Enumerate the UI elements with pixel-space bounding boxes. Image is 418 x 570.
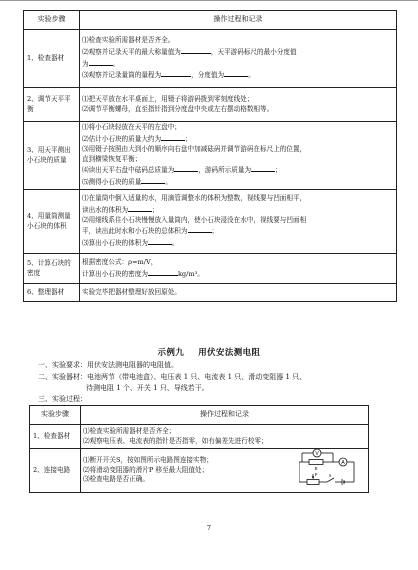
step-label: 5、计算石块的密度	[24, 254, 80, 284]
fill-blank[interactable]	[141, 176, 165, 184]
step-label: 4、用量筒测量小石块的体积	[24, 190, 80, 254]
step-label: 1、检查器材	[30, 425, 81, 449]
step-ops: ⑴检查实验所需器材是否齐全； ⑵观察电压表、电流表的指针是否指零，如有偏差先进行校零；	[81, 425, 369, 449]
step-ops: 根据密度公式：ρ=m/V， 计算出小石块的密度为 kg/m³。	[80, 254, 397, 284]
ammeter-label: A	[341, 460, 345, 466]
table-row	[24, 30, 397, 88]
fill-blank[interactable]	[188, 225, 212, 233]
step-ops: ⑴把天平放在水平桌面上，用镊子将游码拨到零刻度线处； ⑵调节平衡螺母，直至指针指到分度盘中央或左右摆动格数相等。	[80, 88, 397, 122]
step-label: 2、调节天平平衡	[24, 88, 80, 122]
fill-blank[interactable]	[128, 204, 152, 212]
step-ops: ⑴检查实验所需器材是否齐全。 ⑵观察并记录天平的最大称量值为 ，天平游码标尺的最小分度值 为 。 ⑶观察并记录量筒的量程为 ，分度值为 。	[80, 30, 397, 88]
table-row	[24, 284, 397, 302]
intro-equipment-cont: 待测电阻 1 个、开关 1 只、导线若干。	[86, 384, 209, 392]
table-header-row	[24, 11, 397, 30]
circuit-diagram	[299, 448, 357, 486]
intro-requirement: 一、实验要求：用伏安法测电阻器的电阻值。	[38, 361, 178, 369]
circuit-svg	[299, 448, 357, 486]
slider-label: P	[314, 472, 318, 477]
fill-blank[interactable]	[251, 164, 275, 172]
resistor-icon	[309, 460, 323, 465]
section-title: 示例九 用伏安法测电阻	[157, 347, 261, 357]
header-ops: 操作过程和记录	[81, 406, 369, 425]
step-ops: ⑴在量筒中倒入适量的水，用滴管调整水的体积为整数，视线要与凹面相平， 读出水的体积为 ； ⑵用细线系住小石块慢慢放入量筒内，使小石块浸没在水中，视线要与凹面相 平，读出此时水和小石块的总体积为 ； ⑶算出小石块的体积为 。	[80, 190, 397, 254]
page-number: 7	[206, 524, 212, 532]
intro-equipment: 二、实验器材：电池两节（带电池盒）、电压表 1 只、电流表 1 只、滑动变阻器 1 只、	[38, 373, 307, 381]
step-label: 3、用天平测出小石块的质量	[24, 122, 80, 190]
step-label: 1、检查器材	[24, 30, 80, 88]
voltmeter-label: V	[315, 451, 319, 457]
fill-blank[interactable]	[148, 268, 178, 276]
table-row	[24, 254, 397, 284]
step-ops: 实验完毕把器材整理好放回原处。	[80, 284, 397, 302]
table-row	[24, 190, 397, 254]
fill-blank[interactable]	[148, 237, 172, 245]
fill-blank[interactable]	[181, 46, 211, 54]
fill-blank[interactable]	[174, 164, 198, 172]
fill-blank[interactable]	[161, 133, 185, 141]
switch-icon	[327, 478, 334, 482]
resistor-label: R	[314, 466, 318, 471]
table-header-row	[30, 406, 369, 425]
fill-blank[interactable]	[161, 69, 191, 77]
header-step: 实验步骤	[24, 11, 80, 30]
intro-process: 三、实验过程：	[38, 395, 87, 403]
density-experiment-table	[23, 10, 397, 302]
fill-blank[interactable]	[89, 58, 113, 66]
table-row	[30, 425, 369, 449]
rheostat-icon	[307, 480, 319, 485]
switch-label: S	[328, 473, 332, 478]
table-row	[24, 88, 397, 122]
header-step: 实验步骤	[30, 406, 81, 425]
header-ops: 操作过程和记录	[80, 11, 397, 30]
top-border	[0, 0, 418, 1]
step-ops: ⑴断开开关S，按如图所示电路图连接实物； ⑵将滑动变阻器的滑片P 移至最大阻值处； ⑶检查电路是否正确。	[81, 449, 369, 493]
fill-blank[interactable]	[224, 69, 248, 77]
step-ops: ⑴将小石块轻放在天平的左盘中； ⑵估计小石块的质量大约为 ； ⑶用镊子按照由大到小的顺序向右盘中加减砝码并调节游码在标尺上的位置， 直到横梁恢复平衡； ⑷读出天平右盘中砝码总质量为 ，游码所示质量为 ； ⑸测得小石块的质量 。	[80, 122, 397, 190]
step-label: 6、整理器材	[24, 284, 80, 302]
step-label: 2、连接电路	[30, 449, 81, 493]
table-row	[24, 122, 397, 190]
